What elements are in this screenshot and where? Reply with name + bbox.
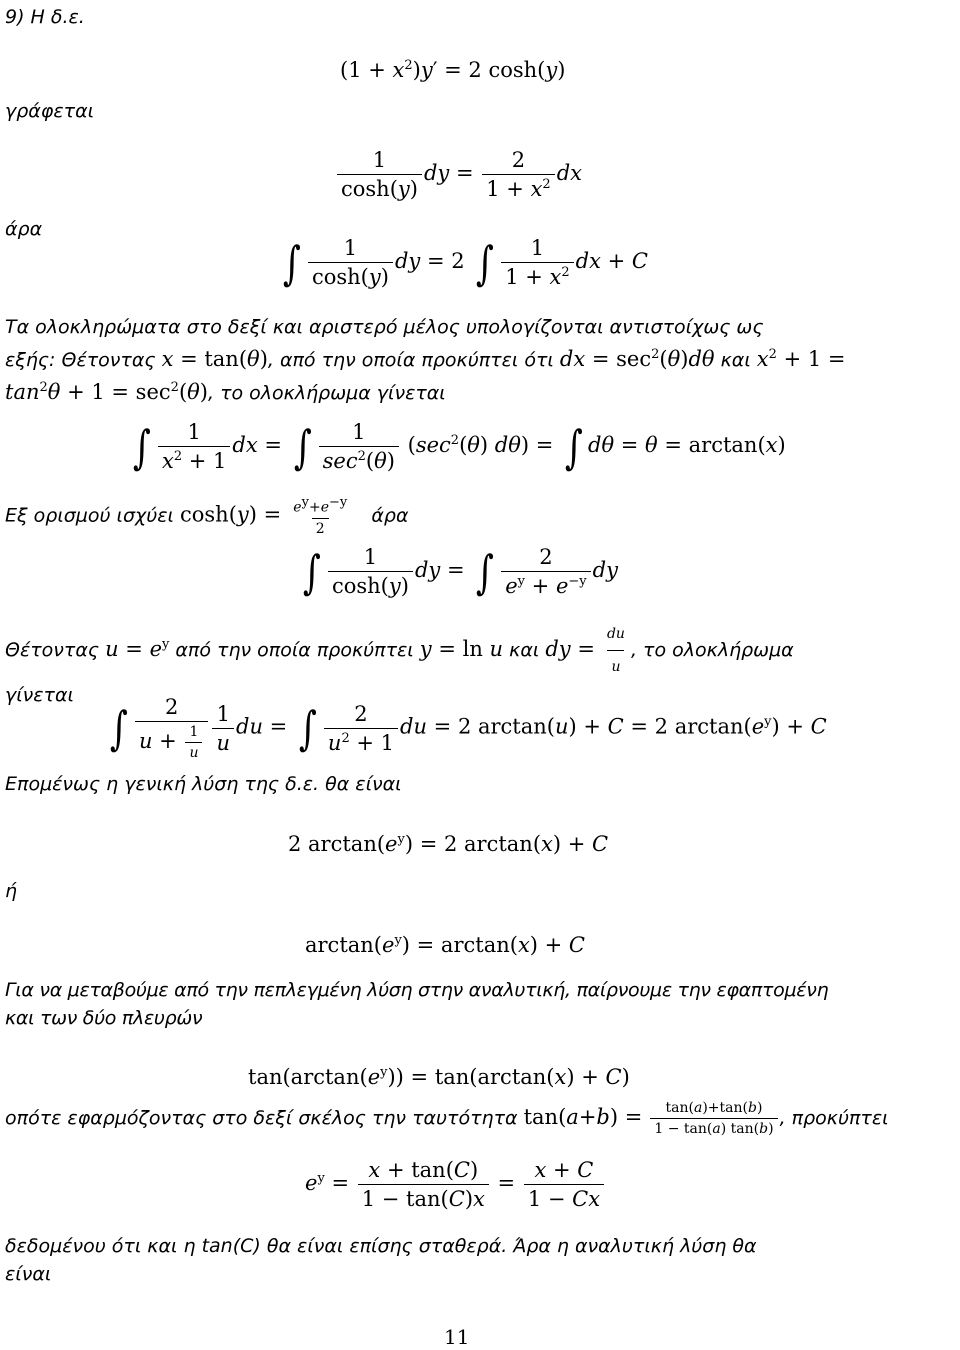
- page-number: 11: [444, 1325, 470, 1349]
- equation-arctan: ∫ $\frac{1}{x^2 + 1}$ dx = ∫ $\frac{1}{\sec^2(\theta)}$ $(\sec^2(\theta) d\theta)$ = ∫ dθ = θ = arctan(x): [132, 419, 786, 474]
- paragraph-line: εξής: Θέτοντας x = tan(θ), από την οποία προκύπτει ότι dx = $\sec^2(\theta)d\theta$ και $x^2 + 1$ =: [5, 347, 846, 371]
- paragraph-integrals: [5, 313, 955, 407]
- paragraph-line: γίνεται: [5, 684, 74, 706]
- equation-explicit: $e^y$ = $\frac{x + \tan(C)}{1 - \tan(C)x}$ = $\frac{x + C}{1 - Cx}$: [305, 1158, 606, 1211]
- word-ara: άρα: [5, 218, 43, 240]
- text-span: , το ολοκλήρωμα: [630, 639, 794, 661]
- text-span: και: [720, 349, 751, 371]
- text-span: Εξ ορισμού ισχύει: [5, 504, 174, 527]
- equation-integrated: ∫ $\frac{1}{\cosh(y)}$ dy = 2 ∫ $\frac{1}{1 + x^2}$ dx + C: [282, 235, 648, 290]
- line-tangent-identity: οπότε εφαρμόζοντας στο δεξί σκέλος την ταυτότητα tan(a+b) = $\frac{\tan(a)+\tan(b)}{1 - \tan(a) \tan(b)}$ , προκύπτει: [5, 1100, 889, 1137]
- equation-ode: $(1 + x^2)y' = 2$ cosh(y): [340, 58, 566, 82]
- equation-exponential: ∫ $\frac{1}{\cosh(y)}$ dy = ∫ $\frac{2}{e^y + e^{-y}}$ dy: [302, 544, 618, 599]
- word-or: ή: [5, 880, 18, 902]
- text-span: , προκύπτει: [779, 1107, 889, 1129]
- text-span: εξής: Θέτοντας: [5, 349, 156, 371]
- section-heading: 9) Η δ.ε.: [5, 6, 85, 28]
- equation-implicit-solution: 2 $\arctan(e^y) = 2$ arctan(x) + C: [288, 832, 609, 856]
- paragraph-line: δεδομένου ότι και η tan(C) θα είναι επίσης σταθερά. Άρα η αναλυτική λύση θα: [5, 1235, 757, 1257]
- paragraph-conclusion: [5, 1232, 955, 1288]
- text-span: άρα: [371, 504, 409, 527]
- text-span: , από την οποία προκύπτει ότι: [267, 349, 554, 371]
- paragraph-line: Τα ολοκληρώματα στο δεξί και αριστερό μέλος υπολογίζονται αντιστοίχως ως: [5, 316, 764, 338]
- equation-tangent-both-sides: $\tan(\arctan(e^y)) = \tan(\arctan(x) + C)$: [248, 1065, 630, 1089]
- word-grafetai: γράφεται: [5, 100, 95, 122]
- paragraph-tangent: [5, 976, 955, 1032]
- text-span: Θέτοντας: [5, 639, 100, 661]
- paragraph-general-solution: Επομένως η γενική λύση της δ.ε. θα είναι: [5, 773, 402, 795]
- text-span: , το ολοκλήρωμα γίνεται: [208, 382, 446, 404]
- equation-implicit-simplified: $\arctan(e^y) = \arctan(x) + C$: [305, 933, 585, 957]
- equation-separated: $\frac{1}{\cosh(y)}$ dy = $\frac{2}{1 + x^2}$ dx: [335, 148, 582, 201]
- text-span: και: [509, 639, 540, 661]
- paragraph-line: Για να μεταβούμε από την πεπλεγμένη λύση στην αναλυτική, παίρνουμε την εφαπτομένη: [5, 979, 829, 1001]
- paragraph-line: είναι: [5, 1263, 52, 1285]
- text-span: από την οποία προκύπτει: [175, 639, 414, 661]
- paragraph-line: $\tan^2\theta + 1 = \sec^2(\theta)$, το ολοκλήρωμα γίνεται: [5, 380, 446, 404]
- text-span: οπότε εφαρμόζοντας στο δεξί σκέλος την ταυτότητα: [5, 1107, 518, 1129]
- paragraph-line: Θέτοντας $u = e^y$ από την οποία προκύπτει y = ln u και dy = $\frac{du}{u}$ , το ολοκλήρωμα: [5, 620, 955, 681]
- equation-u-substitution: ∫ 2 u + $\frac{1}{u}$ $\frac{1}{u}$ du = ∫ $\frac{2}{u^2 + 1}$ du = 2 arctan(u) + C = 2 $\arctan(e^y) + C$: [109, 695, 827, 761]
- paragraph-line: και των δύο πλευρών: [5, 1007, 203, 1029]
- line-cosh-definition: Εξ ορισμού ισχύει cosh(y) = $\frac{e^y+e^{-y}}{2}$ άρα: [5, 495, 409, 537]
